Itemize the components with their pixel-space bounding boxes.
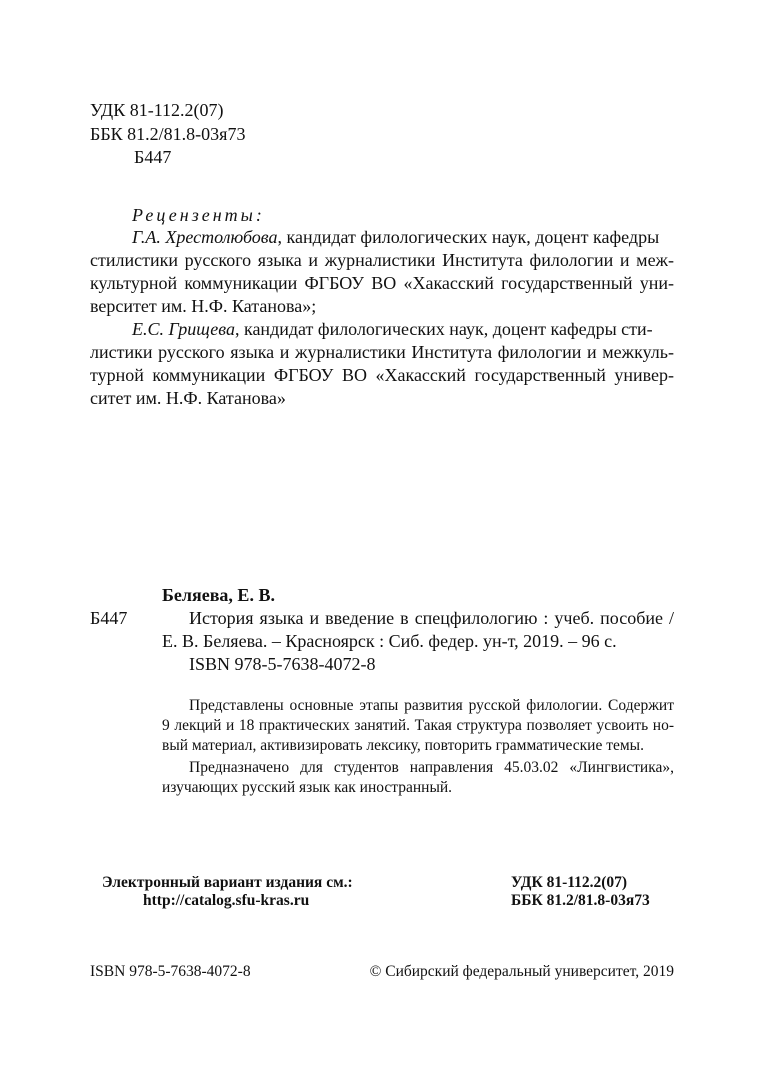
classification-udk: УДК 81-112.2(07) (511, 874, 628, 891)
udk-line: УДК 81-112.2(07) (90, 100, 224, 120)
reviewers-heading: Рецензенты: (132, 205, 265, 225)
reviewer-2-line-3: турной коммуникации ФГБОУ ВО «Хакасский государственный универ- (90, 365, 674, 385)
catalog-author: Беляева, Е. В. (162, 585, 275, 605)
catalog-title-line-1: История языка и введение в спецфилологию : учеб. пособие / (189, 608, 674, 628)
annotation-line-5: изучающих русский язык как иностранный. (162, 779, 453, 796)
reviewer-2-name: Е.С. Грищева (132, 319, 235, 339)
classification-bbk: ББК 81.2/81.8-03я73 (511, 892, 650, 909)
reviewer-1-line-3: культурной коммуникации ФГБОУ ВО «Хакасский государственный уни- (90, 273, 674, 293)
reviewer-2-line-1: Е.С. Грищева, кандидат филологических наук, доцент кафедры сти- (132, 319, 653, 339)
reviewer-1-line-2: стилистики русского языка и журналистики Института филологии и меж- (90, 250, 674, 270)
annotation-line-2: 9 лекций и 18 практических занятий. Такая структура позволяет усвоить но- (162, 717, 674, 734)
reviewer-1-name: Г.А. Хрестолюбова (132, 227, 278, 247)
reviewer-2-line-2: листики русского языка и журналистики Института филологии и межкуль- (90, 342, 674, 362)
catalog-isbn: ISBN 978-5-7638-4072-8 (189, 654, 376, 674)
footer-copyright: © Сибирский федеральный университет, 2019 (369, 963, 674, 980)
catalog-url[interactable]: http://catalog.sfu-kras.ru (143, 892, 310, 909)
bbk-line: ББК 81.2/81.8-03я73 (90, 124, 246, 144)
annotation-line-4: Предназначено для студентов направления 45.03.02 «Лингвистика», (189, 759, 674, 776)
reviewer-1-line-1: Г.А. Хрестолюбова, кандидат филологических наук, доцент кафедры (132, 227, 660, 247)
annotation-line-1: Представлены основные этапы развития русской филологии. Содержит (189, 697, 674, 714)
annotation-line-3: вый материал, активизировать лексику, повторить грамматические темы. (162, 737, 644, 754)
electronic-version-label: Электронный вариант издания см.: (102, 874, 353, 891)
author-code: Б447 (134, 147, 172, 167)
catalog-code: Б447 (90, 608, 128, 628)
reviewer-2-line-4: ситет им. Н.Ф. Катанова» (90, 388, 286, 408)
reviewer-1-line-4: верситет им. Н.Ф. Катанова»; (90, 296, 317, 316)
catalog-title-line-2: Е. В. Беляева. – Красноярск : Сиб. федер. ун-т, 2019. – 96 с. (162, 631, 617, 651)
footer-isbn: ISBN 978-5-7638-4072-8 (90, 963, 251, 980)
